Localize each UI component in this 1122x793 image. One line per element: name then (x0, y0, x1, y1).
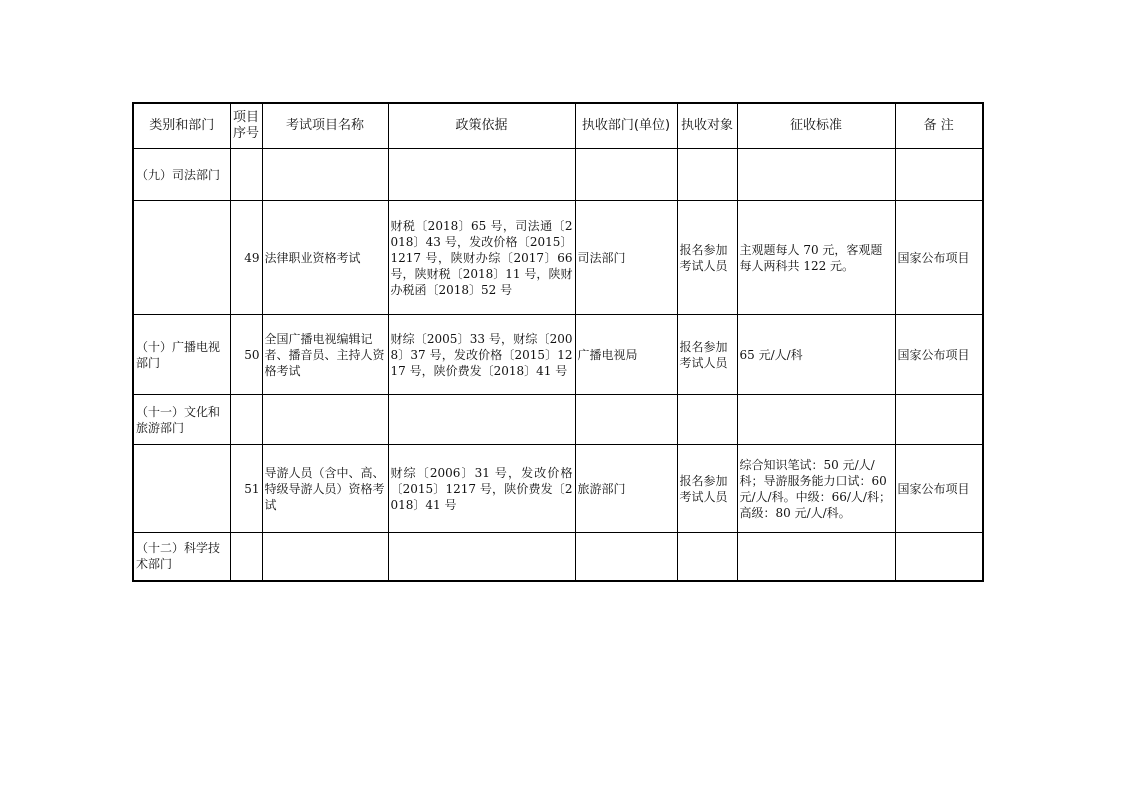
cell-category (133, 201, 230, 315)
table-row (133, 395, 983, 445)
cell-standard (737, 149, 895, 201)
cell-payer (677, 533, 737, 581)
cell-item-no (230, 149, 262, 201)
cell-exam-name (262, 395, 388, 445)
cell-category: （十二）科学技术部门 (133, 533, 230, 581)
cell-item-no: 50 (230, 315, 262, 395)
cell-category: （十）广播电视部门 (133, 315, 230, 395)
header-exam-name: 考试项目名称 (262, 103, 388, 149)
header-remark: 备 注 (895, 103, 983, 149)
cell-exam-name (262, 533, 388, 581)
cell-exam-name: 法律职业资格考试 (262, 201, 388, 315)
header-category: 类别和部门 (133, 103, 230, 149)
cell-category: （九）司法部门 (133, 149, 230, 201)
cell-remark (895, 149, 983, 201)
cell-item-no (230, 395, 262, 445)
cell-collector (575, 149, 677, 201)
header-item-no: 项目序号 (230, 103, 262, 149)
cell-collector (575, 533, 677, 581)
cell-exam-name (262, 149, 388, 201)
cell-remark: 国家公布项目 (895, 445, 983, 533)
cell-payer: 报名参加考试人员 (677, 315, 737, 395)
cell-remark: 国家公布项目 (895, 201, 983, 315)
cell-policy (388, 395, 575, 445)
table-row (133, 201, 983, 315)
fee-table (132, 102, 984, 582)
cell-policy: 财综〔2006〕31 号，发改价格〔2015〕1217 号，陕价费发〔2018〕41 号 (388, 445, 575, 533)
cell-standard: 65 元/人/科 (737, 315, 895, 395)
cell-collector: 广播电视局 (575, 315, 677, 395)
header-collector: 执收部门(单位) (575, 103, 677, 149)
cell-policy: 财税〔2018〕65 号，司法通〔2018〕43 号，发改价格〔2015〕1217 号，陕财办综〔2017〕66 号，陕财税〔2018〕11 号，陕财办税函〔2018〕52 号 (388, 201, 575, 315)
cell-collector: 司法部门 (575, 201, 677, 315)
cell-policy (388, 149, 575, 201)
cell-collector (575, 395, 677, 445)
cell-category (133, 445, 230, 533)
cell-payer (677, 149, 737, 201)
table-row (133, 315, 983, 395)
cell-exam-name: 导游人员（含中、高、特级导游人员）资格考试 (262, 445, 388, 533)
cell-policy: 财综〔2005〕33 号，财综〔2008〕37 号，发改价格〔2015〕1217 号，陕价费发〔2018〕41 号 (388, 315, 575, 395)
header-policy: 政策依据 (388, 103, 575, 149)
cell-exam-name: 全国广播电视编辑记者、播音员、主持人资格考试 (262, 315, 388, 395)
cell-item-no (230, 533, 262, 581)
cell-standard: 主观题每人 70 元，客观题每人两科共 122 元。 (737, 201, 895, 315)
header-row (133, 103, 983, 149)
header-standard: 征收标准 (737, 103, 895, 149)
header-payer: 执收对象 (677, 103, 737, 149)
cell-standard (737, 395, 895, 445)
cell-remark (895, 395, 983, 445)
cell-payer: 报名参加考试人员 (677, 445, 737, 533)
cell-remark (895, 533, 983, 581)
cell-item-no: 49 (230, 201, 262, 315)
cell-item-no: 51 (230, 445, 262, 533)
cell-collector: 旅游部门 (575, 445, 677, 533)
table-row (133, 445, 983, 533)
table-row (133, 533, 983, 581)
table-row (133, 149, 983, 201)
cell-payer: 报名参加考试人员 (677, 201, 737, 315)
cell-category: （十一）文化和旅游部门 (133, 395, 230, 445)
cell-standard (737, 533, 895, 581)
cell-remark: 国家公布项目 (895, 315, 983, 395)
cell-standard: 综合知识笔试：50 元/人/科；导游服务能力口试：60 元/人/科。中级：66/人/科；高级：80 元/人/科。 (737, 445, 895, 533)
cell-policy (388, 533, 575, 581)
cell-payer (677, 395, 737, 445)
